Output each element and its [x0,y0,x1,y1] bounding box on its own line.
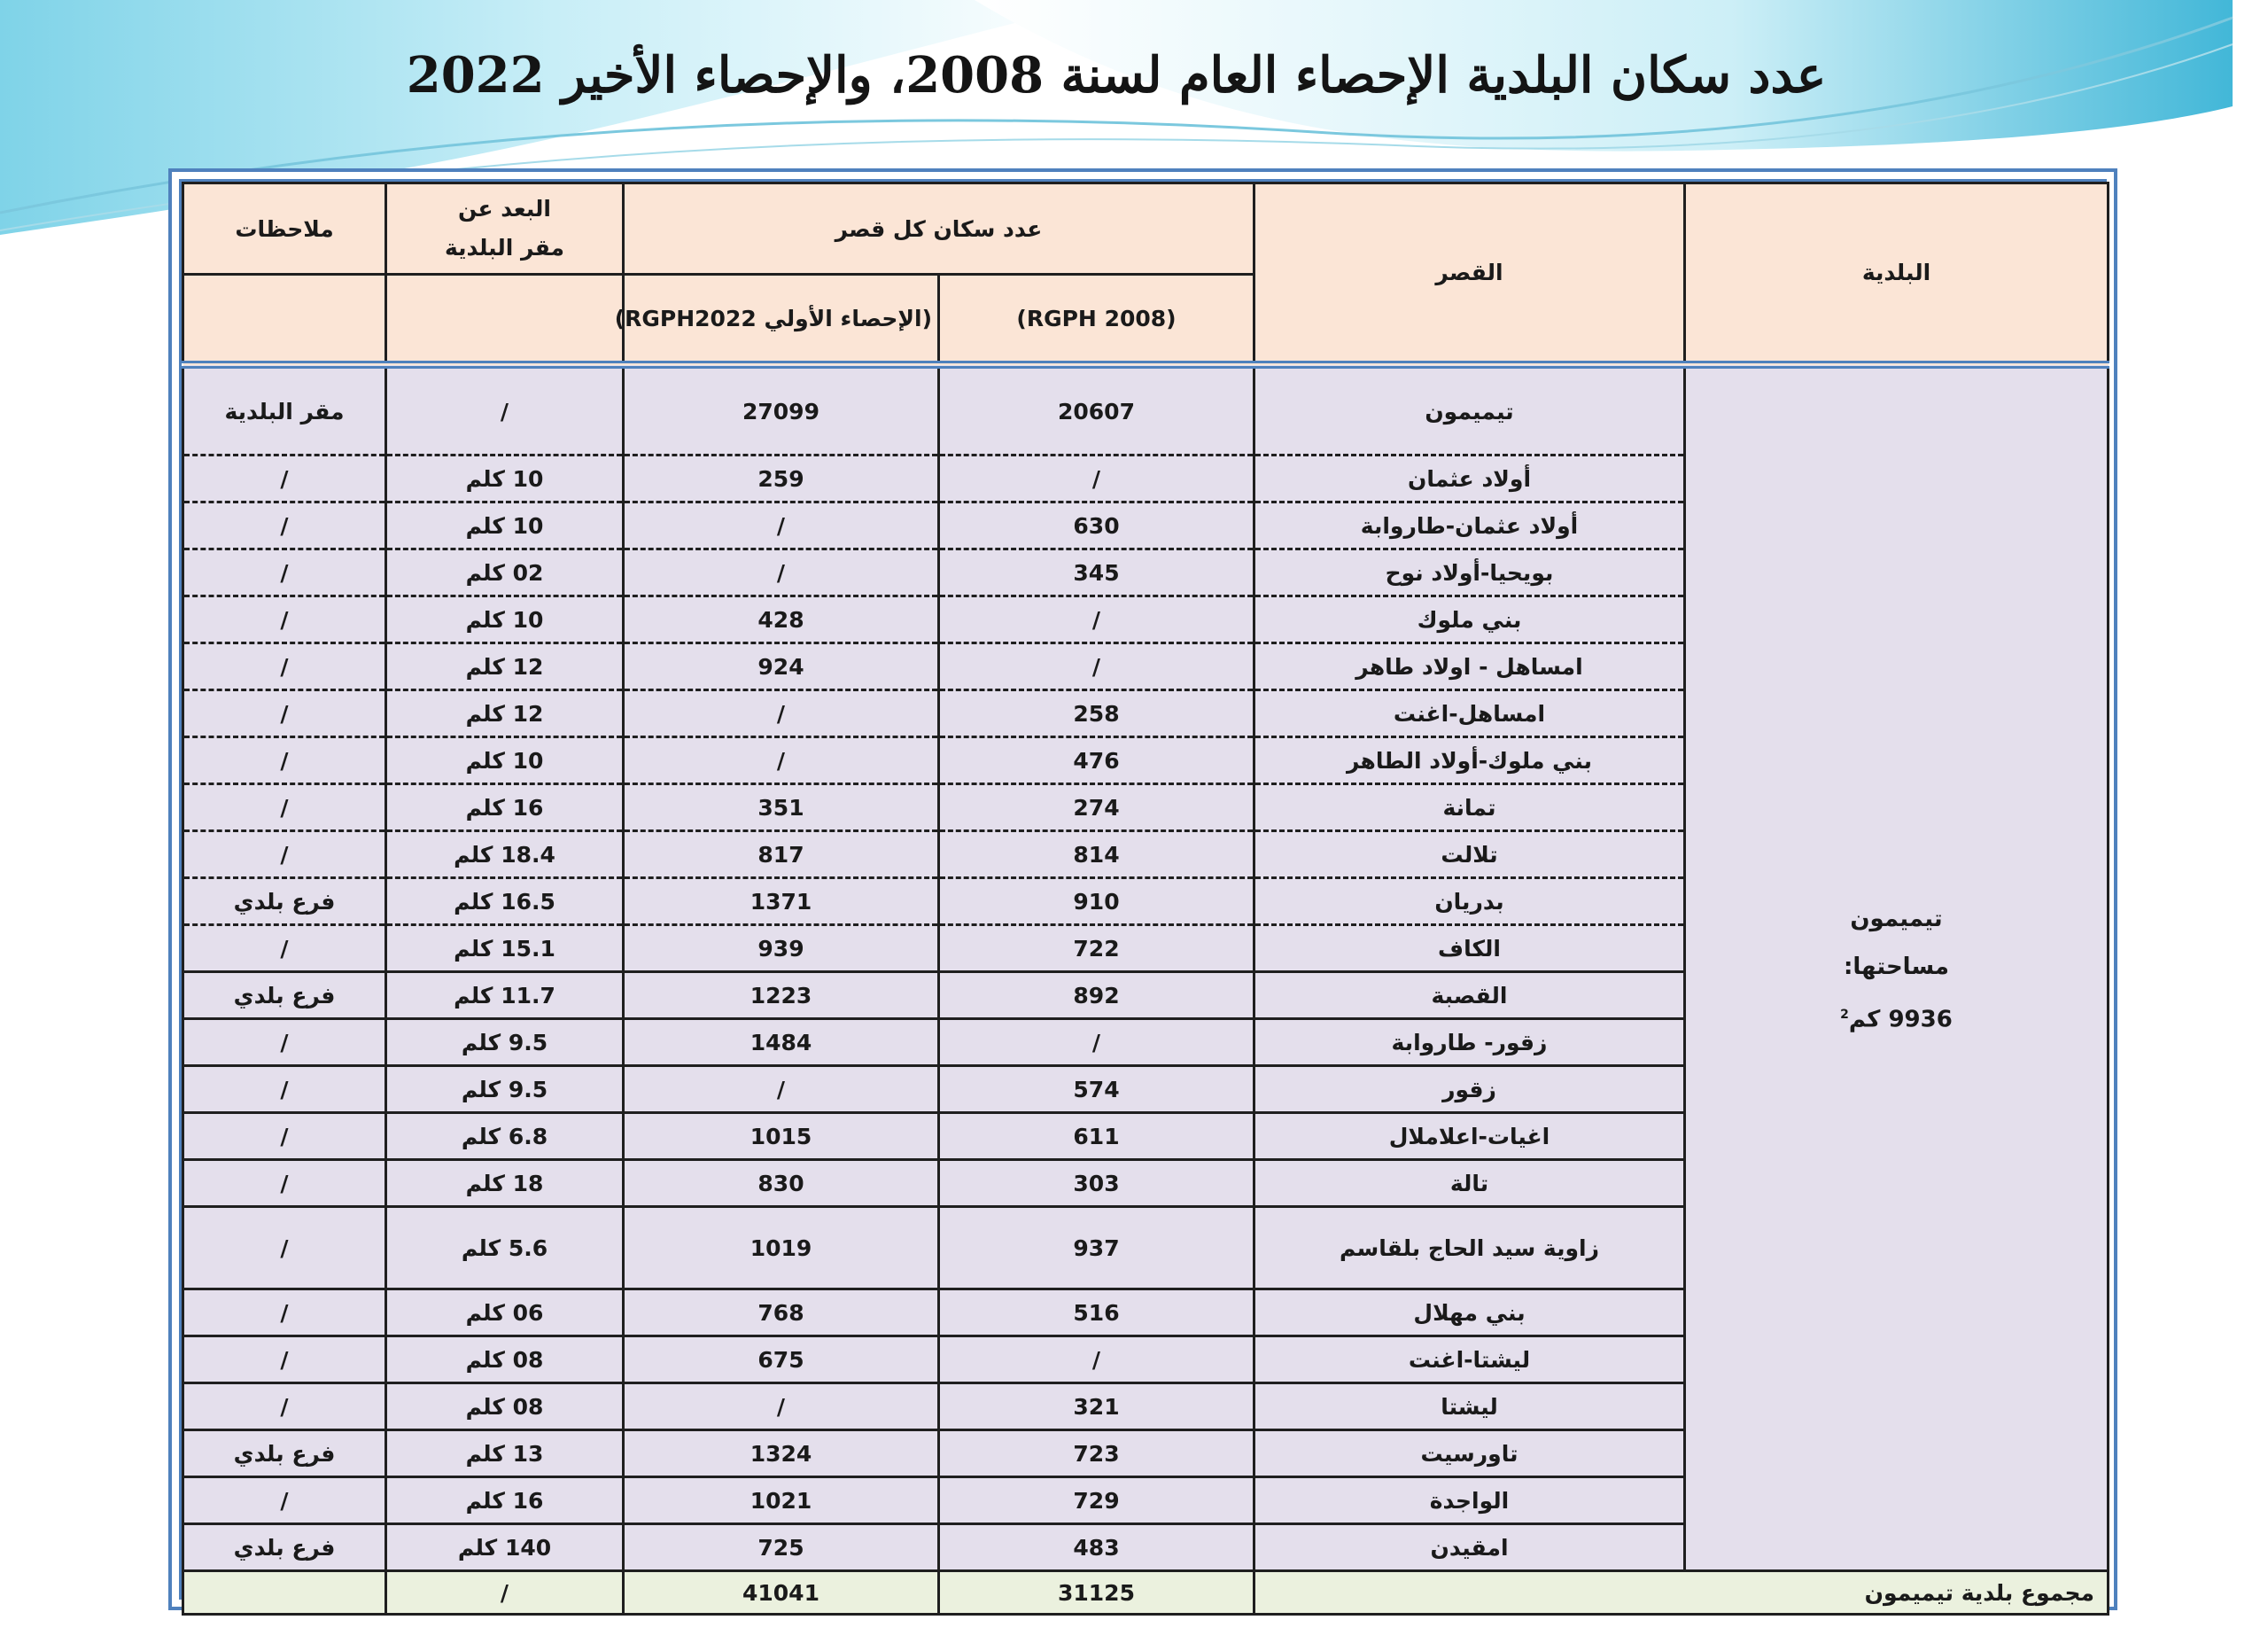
notes-cell: / [183,925,386,972]
population-2022: 1019 [624,1207,939,1289]
population-2008: 729 [939,1477,1254,1524]
notes-cell: / [183,1066,386,1113]
distance-to-seat: / [386,365,624,456]
total-notes [183,1571,386,1615]
distance-to-seat: 5.6 كلم [386,1207,624,1289]
ksar-name: ليشتا [1254,1383,1685,1430]
population-2008: 630 [939,502,1254,549]
population-2022: 830 [624,1160,939,1207]
notes-cell: / [183,1336,386,1383]
population-2022: 259 [624,456,939,502]
notes-cell: / [183,1160,386,1207]
distance-to-seat: 16 كلم [386,1477,624,1524]
notes-cell: / [183,831,386,878]
population-2022: 351 [624,784,939,831]
ksar-name: اغيات-اعلاملال [1254,1113,1685,1160]
distance-to-seat: 10 كلم [386,456,624,502]
distance-to-seat: 08 كلم [386,1383,624,1430]
notes-cell: / [183,549,386,596]
population-2008: / [939,456,1254,502]
notes-cell: / [183,1383,386,1430]
ksar-name: بدريان [1254,878,1685,925]
ksar-name: زقور [1254,1066,1685,1113]
notes-cell: / [183,737,386,784]
population-2008: 722 [939,925,1254,972]
population-2008: 574 [939,1066,1254,1113]
ksar-name: تيميمون [1254,365,1685,456]
distance-to-seat: 08 كلم [386,1336,624,1383]
population-2022: 725 [624,1524,939,1571]
distance-to-seat: 02 كلم [386,549,624,596]
table-body [183,365,2109,1571]
population-2008: / [939,643,1254,690]
header-distance [386,183,624,275]
notes-cell: / [183,784,386,831]
distance-to-seat: 16.5 كلم [386,878,624,925]
population-2022: / [624,737,939,784]
census-table-frame [168,168,2117,1610]
population-2022: / [624,1383,939,1430]
population-2008: 611 [939,1113,1254,1160]
population-2022: / [624,1066,939,1113]
distance-to-seat: 18.4 كلم [386,831,624,878]
distance-to-seat: 6.8 كلم [386,1113,624,1160]
header-notes: ملاحظات [183,183,386,275]
population-2022: 1371 [624,878,939,925]
table-header [183,183,2109,365]
notes-cell: / [183,1477,386,1524]
ksar-name: امساهل - اولاد طاهر [1254,643,1685,690]
ksar-name: بني مهلال [1254,1289,1685,1336]
notes-cell: / [183,1019,386,1066]
header-rgph2022: (الإحصاء الأولي RGPH2022) [624,275,939,365]
distance-to-seat: 13 كلم [386,1430,624,1477]
notes-cell: مقر البلدية [183,365,386,456]
notes-cell: / [183,643,386,690]
ksar-name: بني ملوك [1254,596,1685,643]
notes-cell: / [183,502,386,549]
total-2022: 41041 [624,1571,939,1615]
population-2008: / [939,1336,1254,1383]
population-2022: 1324 [624,1430,939,1477]
ksar-name: ليشتا-اغنت [1254,1336,1685,1383]
distance-to-seat: 12 كلم [386,643,624,690]
header-distance-line2: مقر البلدية [444,235,565,261]
population-2008: 723 [939,1430,1254,1477]
ksar-name: تمانة [1254,784,1685,831]
total-label: مجموع بلدية تيميمون [1254,1571,2109,1615]
municipality-name: تيميمون [1850,905,1943,932]
distance-to-seat: 9.5 كلم [386,1066,624,1113]
population-2022: 924 [624,643,939,690]
population-2008: 321 [939,1383,1254,1430]
population-2022: 675 [624,1336,939,1383]
population-2022: 1015 [624,1113,939,1160]
distance-to-seat: 11.7 كلم [386,972,624,1019]
notes-cell: / [183,1113,386,1160]
ksar-name: زاوية سيد الحاج بلقاسم [1254,1207,1685,1289]
ksar-name: تاورسيت [1254,1430,1685,1477]
population-2022: 1484 [624,1019,939,1066]
ksar-name: بويحيا-أولاد نوح [1254,549,1685,596]
page-title: عدد سكان البلدية الإحصاء العام لسنة 2008، والإحصاء الأخير 2022 [406,46,1827,105]
distance-to-seat: 16 كلم [386,784,624,831]
population-2022: 939 [624,925,939,972]
population-2022: 1223 [624,972,939,1019]
ksar-name: تلالت [1254,831,1685,878]
population-2022: / [624,690,939,737]
header-population-group: عدد سكان كل قصر [624,183,1254,275]
total-distance: / [386,1571,624,1615]
distance-to-seat: 10 كلم [386,502,624,549]
census-table [182,182,2109,1616]
header-distance-empty [386,275,624,365]
population-2022: 768 [624,1289,939,1336]
population-2008: 476 [939,737,1254,784]
municipality-area-label: مساحتها: [1844,953,1949,980]
population-2008: 258 [939,690,1254,737]
population-2008: 892 [939,972,1254,1019]
municipality-area-value: 9936 كم [1848,1006,1953,1033]
header-municipality: البلدية [1685,183,2109,365]
header-rgph2008: (RGPH 2008) [939,275,1254,365]
population-2008: 483 [939,1524,1254,1571]
population-2008: 274 [939,784,1254,831]
notes-cell: فرع بلدي [183,972,386,1019]
population-2008: 937 [939,1207,1254,1289]
total-2008: 31125 [939,1571,1254,1615]
ksar-name: الكاف [1254,925,1685,972]
population-2008: / [939,596,1254,643]
ksar-name: الواجدة [1254,1477,1685,1524]
notes-cell: فرع بلدي [183,1430,386,1477]
ksar-name: امقيدن [1254,1524,1685,1571]
ksar-name: تالة [1254,1160,1685,1207]
notes-cell: فرع بلدي [183,1524,386,1571]
notes-cell: / [183,1289,386,1336]
distance-to-seat: 15.1 كلم [386,925,624,972]
census-table-inner-frame [179,179,2107,1606]
header-ksar: القصر [1254,183,1685,365]
population-2008: / [939,1019,1254,1066]
notes-cell: / [183,690,386,737]
notes-cell: فرع بلدي [183,878,386,925]
distance-to-seat: 10 كلم [386,737,624,784]
population-2022: 817 [624,831,939,878]
ksar-name: بني ملوك-أولاد الطاهر [1254,737,1685,784]
municipality-cell [1685,365,2109,1571]
population-2022: 27099 [624,365,939,456]
population-2008: 20607 [939,365,1254,456]
population-2008: 303 [939,1160,1254,1207]
distance-to-seat: 9.5 كلم [386,1019,624,1066]
notes-cell: / [183,456,386,502]
distance-to-seat: 140 كلم [386,1524,624,1571]
distance-to-seat: 06 كلم [386,1289,624,1336]
ksar-name: أولاد عثمان [1254,456,1685,502]
notes-cell: / [183,596,386,643]
population-2022: / [624,502,939,549]
header-notes-empty [183,275,386,365]
distance-to-seat: 18 كلم [386,1160,624,1207]
table-row [183,365,2109,456]
ksar-name: زقور- طاروابة [1254,1019,1685,1066]
population-2022: 428 [624,596,939,643]
population-2008: 516 [939,1289,1254,1336]
municipality-area-unit-sup: 2 [1840,1007,1849,1022]
notes-cell: / [183,1207,386,1289]
population-2022: 1021 [624,1477,939,1524]
distance-to-seat: 10 كلم [386,596,624,643]
ksar-name: القصبة [1254,972,1685,1019]
table-footer [183,1571,2109,1615]
ksar-name: أولاد عثمان-طاروابة [1254,502,1685,549]
population-2008: 814 [939,831,1254,878]
population-2008: 910 [939,878,1254,925]
population-2008: 345 [939,549,1254,596]
header-distance-line1: البعد عن [458,196,551,222]
distance-to-seat: 12 كلم [386,690,624,737]
population-2022: / [624,549,939,596]
ksar-name: امساهل-اغنت [1254,690,1685,737]
municipality-area [1691,991,2101,1044]
